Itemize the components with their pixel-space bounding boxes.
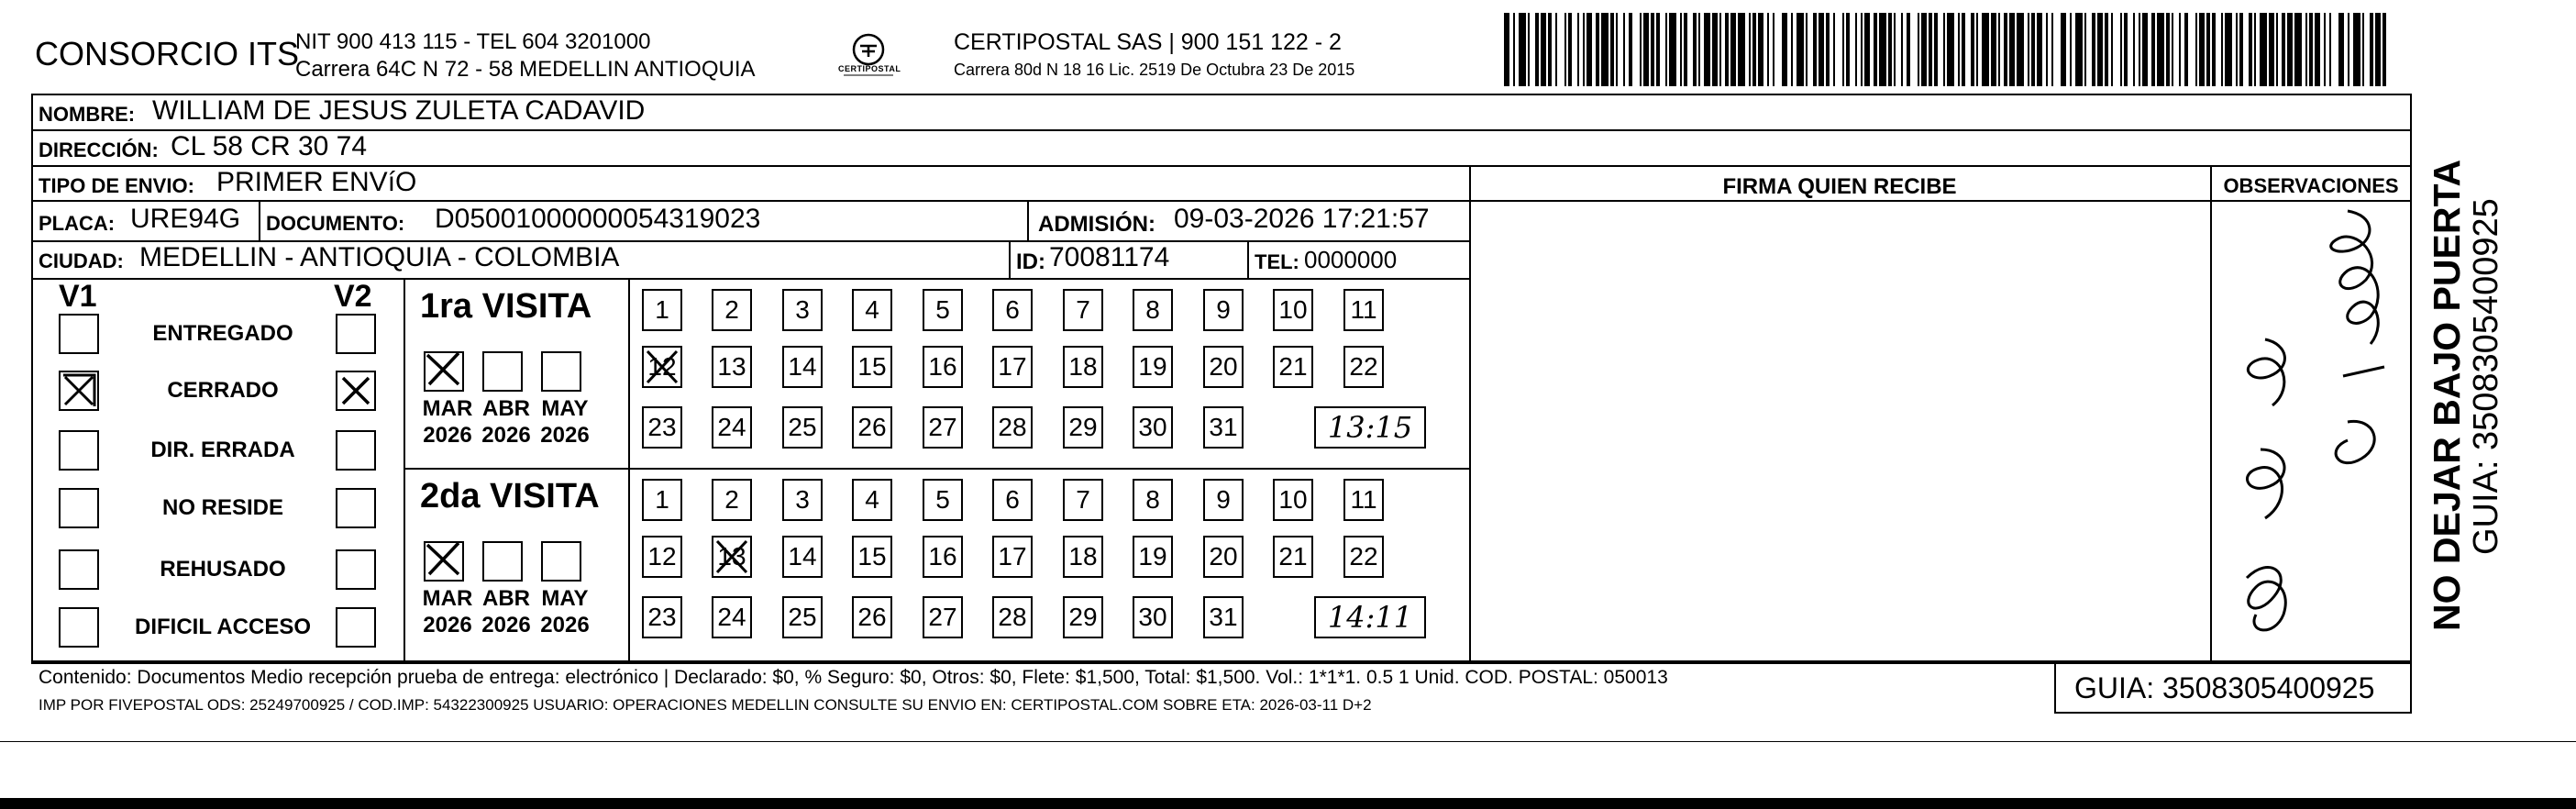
v2-checkbox[interactable]	[336, 430, 376, 471]
day-number: 26	[857, 413, 887, 441]
v2-checkbox[interactable]	[336, 607, 376, 648]
day-box[interactable]	[923, 346, 963, 388]
day-box[interactable]	[1133, 536, 1173, 578]
day-number: 24	[717, 413, 746, 441]
v1-checkbox[interactable]	[59, 549, 99, 590]
day-box[interactable]	[1203, 479, 1244, 521]
barcode-bar	[1982, 13, 1989, 86]
day-box[interactable]	[1343, 536, 1384, 578]
barcode-bar	[1669, 13, 1676, 86]
day-number: 24	[717, 603, 746, 631]
day-number: 11	[1350, 485, 1377, 514]
barcode-bar	[2157, 13, 2164, 86]
day-box[interactable]	[1343, 289, 1384, 331]
city-label: CIUDAD:	[39, 249, 124, 272]
col-line	[1009, 240, 1011, 278]
barcode	[1504, 13, 2386, 86]
name-label: NOMBRE:	[39, 103, 136, 126]
day-box[interactable]	[1203, 406, 1244, 449]
imp-line: IMP POR FIVEPOSTAL ODS: 25249700925 / COD.IMP: 54322300925 USUARIO: OPERACIONES MEDELLIN CONSULTE SU ENVIO EN: CERTIPOSTAL.COM SOBRE ETA: 2026-03-11 D+2	[39, 696, 1372, 714]
day-number: 2	[724, 485, 739, 514]
day-box[interactable]	[1063, 289, 1103, 331]
day-number: 23	[647, 603, 677, 631]
day-number: 2	[724, 295, 739, 324]
day-number: 30	[1138, 413, 1167, 441]
month-label	[537, 395, 592, 449]
day-number: 3	[795, 485, 810, 514]
logo-text: CERTIPOSTAL	[838, 64, 901, 73]
day-number: 6	[1005, 295, 1020, 324]
day-box[interactable]	[1133, 406, 1173, 449]
month-checkbox[interactable]	[482, 351, 523, 392]
month-checkbox[interactable]	[424, 541, 464, 582]
day-box[interactable]	[852, 346, 892, 388]
barcode-bar	[1910, 13, 1918, 86]
day-number: 18	[1068, 542, 1098, 571]
plate-value: URE94G	[130, 204, 241, 234]
day-number: 11	[1350, 295, 1377, 324]
day-box[interactable]	[1133, 289, 1173, 331]
day-box[interactable]	[992, 406, 1033, 449]
row-line	[31, 278, 1469, 280]
x-mark-icon	[422, 539, 468, 580]
month-label	[420, 585, 475, 638]
day-number: 19	[1138, 542, 1167, 571]
barcode-bar	[2188, 13, 2195, 86]
visit-time-handwritten: 14:11	[1327, 600, 1413, 635]
month-year: 2026	[540, 613, 590, 637]
barcode-bar	[2113, 13, 2120, 86]
day-box[interactable]	[712, 289, 752, 331]
day-number: 13	[717, 542, 746, 571]
day-number: 9	[1216, 485, 1231, 514]
month-name: MAR	[422, 586, 473, 611]
barcode-bar	[1519, 13, 1526, 86]
barcode-bar	[2225, 13, 2232, 86]
day-number: 4	[865, 485, 879, 514]
v1-checkbox[interactable]	[59, 314, 99, 354]
barcode-bar	[1704, 13, 1711, 86]
day-number: 28	[998, 413, 1027, 441]
day-box[interactable]	[642, 596, 682, 638]
day-number: 10	[1278, 295, 1308, 324]
v1-checkbox[interactable]	[59, 430, 99, 471]
day-number: 27	[928, 603, 957, 631]
day-box[interactable]	[642, 289, 682, 331]
day-number: 18	[1068, 352, 1098, 381]
day-number: 25	[788, 413, 817, 441]
day-number: 16	[928, 542, 957, 571]
barcode-bar	[1947, 13, 1954, 86]
day-box[interactable]	[992, 596, 1033, 638]
day-box[interactable]	[782, 289, 823, 331]
visit-time-handwritten: 13:15	[1327, 410, 1413, 445]
day-box[interactable]	[923, 536, 963, 578]
contents-line: Contenido: Documentos Medio recepción prueba de entrega: electrónico | Declarado: $0, % Seguro: $0, Otros: $0, Flete: $1,500, Total: $1,500. Vol.: 1*1*1. 0.5 1 Unid. COD. POSTAL: 050013	[39, 667, 1668, 688]
v2-checkbox[interactable]	[336, 371, 376, 411]
day-number: 15	[857, 542, 887, 571]
day-number: 12	[647, 352, 677, 381]
city-value: MEDELLIN - ANTIOQUIA - COLOMBIA	[139, 242, 620, 272]
barcode-bar	[2383, 13, 2386, 86]
document-value: D05001000000054319023	[435, 204, 761, 234]
day-box[interactable]	[1063, 479, 1103, 521]
day-number: 21	[1278, 542, 1308, 571]
admission-value: 09-03-2026 17:21:57	[1174, 204, 1430, 234]
day-box[interactable]	[923, 406, 963, 449]
type-label: TIPO DE ENVIO:	[39, 174, 194, 197]
month-checkbox[interactable]	[541, 351, 581, 392]
v1-checkbox[interactable]	[59, 371, 99, 411]
day-number: 17	[998, 352, 1027, 381]
day-number: 13	[717, 352, 746, 381]
barcode-bar	[2075, 13, 2083, 86]
day-box[interactable]	[992, 479, 1033, 521]
day-box[interactable]	[1273, 346, 1313, 388]
day-box[interactable]	[852, 479, 892, 521]
day-number: 19	[1138, 352, 1167, 381]
day-number: 29	[1068, 603, 1098, 631]
col-line	[1247, 240, 1249, 278]
certipostal-logo	[836, 31, 901, 84]
certipostal-logo-icon	[836, 31, 901, 84]
v1-label: V1	[59, 279, 97, 314]
day-box[interactable]	[712, 346, 752, 388]
month-year: 2026	[481, 423, 531, 448]
v1-checkbox[interactable]	[59, 607, 99, 648]
barcode-bar	[1557, 13, 1564, 86]
col-line	[259, 200, 260, 240]
day-box[interactable]	[712, 536, 752, 578]
id-value: 70081174	[1049, 242, 1170, 272]
barcode-bar	[2260, 13, 2267, 86]
admission-label: ADMISIÓN:	[1038, 212, 1155, 237]
v1-checkbox[interactable]	[59, 488, 99, 528]
day-box[interactable]	[642, 479, 682, 521]
barcode-bar	[1601, 13, 1609, 86]
day-box[interactable]	[782, 406, 823, 449]
reason-label: NO RESIDE	[161, 495, 284, 520]
day-box[interactable]	[1203, 289, 1244, 331]
document-label: DOCUMENTO:	[266, 212, 405, 235]
day-number: 6	[1005, 485, 1020, 514]
day-box[interactable]	[642, 536, 682, 578]
day-number: 1	[655, 295, 669, 324]
carrier-line: CERTIPOSTAL SAS | 900 151 122 - 2	[954, 29, 1342, 55]
day-number: 8	[1145, 485, 1160, 514]
day-box[interactable]	[1063, 596, 1103, 638]
day-number: 14	[788, 542, 817, 571]
day-box[interactable]	[1063, 346, 1103, 388]
day-number: 7	[1076, 295, 1090, 324]
day-box[interactable]	[1343, 346, 1384, 388]
tel-value: 0000000	[1304, 246, 1398, 273]
x-mark-icon	[642, 346, 682, 388]
company-nit-line: NIT 900 413 115 - TEL 604 3201000	[295, 29, 651, 54]
guia-box-text: GUIA: 3508305400925	[2074, 671, 2375, 704]
address-label: DIRECCIÓN:	[39, 139, 159, 161]
day-box[interactable]	[1273, 536, 1313, 578]
day-box[interactable]	[712, 406, 752, 449]
day-number: 14	[788, 352, 817, 381]
day-number: 31	[1209, 603, 1238, 631]
row-line	[31, 129, 2412, 131]
day-box[interactable]	[1133, 479, 1173, 521]
day-box[interactable]	[1133, 596, 1173, 638]
day-box[interactable]	[852, 406, 892, 449]
side-guia-number: GUIA: 3508305400925	[2467, 198, 2505, 555]
month-year: 2026	[423, 423, 472, 448]
v2-checkbox[interactable]	[336, 549, 376, 590]
day-number: 5	[935, 295, 950, 324]
col-line	[628, 278, 630, 662]
day-number: 20	[1209, 542, 1238, 571]
x-mark-icon	[61, 372, 97, 409]
company-address: Carrera 64C N 72 - 58 MEDELLIN ANTIOQUIA	[295, 57, 756, 82]
month-name: MAR	[422, 396, 473, 421]
x-mark-icon	[422, 349, 468, 390]
day-box[interactable]	[852, 289, 892, 331]
col-line	[404, 278, 405, 662]
visit-time-box[interactable]	[1314, 406, 1426, 449]
day-box[interactable]	[642, 346, 682, 388]
observaciones-label: OBSERVACIONES	[2223, 174, 2399, 197]
day-number: 15	[857, 352, 887, 381]
no-dejar-bajo-puerta-warning: NO DEJAR BAJO PUERTA	[2426, 159, 2468, 631]
day-number: 28	[998, 603, 1027, 631]
day-box[interactable]	[1063, 536, 1103, 578]
barcode-bar	[1797, 13, 1804, 86]
plate-label: PLACA:	[39, 212, 116, 235]
company-name: CONSORCIO ITS	[35, 35, 300, 72]
day-box[interactable]	[1273, 289, 1313, 331]
day-number: 29	[1068, 413, 1098, 441]
month-year: 2026	[481, 613, 531, 637]
visit-time-box[interactable]	[1314, 596, 1426, 638]
row-line	[404, 468, 1469, 470]
v2-checkbox[interactable]	[336, 314, 376, 354]
day-box[interactable]	[852, 596, 892, 638]
day-box[interactable]	[1203, 596, 1244, 638]
month-year: 2026	[423, 613, 472, 637]
reason-label: REHUSADO	[160, 557, 286, 582]
day-number: 30	[1138, 603, 1167, 631]
reason-label: ENTREGADO	[152, 321, 293, 346]
visit-title: 1ra VISITA	[420, 287, 592, 326]
day-box[interactable]	[923, 289, 963, 331]
day-number: 26	[857, 603, 887, 631]
month-label	[420, 395, 475, 449]
day-number: 16	[928, 352, 957, 381]
day-number: 23	[647, 413, 677, 441]
month-checkbox[interactable]	[424, 351, 464, 392]
day-box[interactable]	[782, 596, 823, 638]
reason-label: DIR. ERRADA	[150, 438, 295, 462]
day-box[interactable]	[1063, 406, 1103, 449]
day-box[interactable]	[992, 346, 1033, 388]
day-box[interactable]	[782, 346, 823, 388]
day-box[interactable]	[1203, 346, 1244, 388]
barcode-bar	[1879, 13, 1886, 86]
day-number: 12	[647, 542, 677, 571]
v2-checkbox[interactable]	[336, 488, 376, 528]
barcode-bar	[2017, 13, 2024, 86]
day-box[interactable]	[642, 406, 682, 449]
barcode-bar	[1632, 13, 1640, 86]
month-label	[479, 585, 534, 638]
day-number: 4	[865, 295, 879, 324]
x-mark-icon	[337, 372, 374, 409]
day-number: 3	[795, 295, 810, 324]
day-box[interactable]	[852, 536, 892, 578]
barcode-bar	[2053, 13, 2061, 86]
day-number: 8	[1145, 295, 1160, 324]
day-number: 20	[1209, 352, 1238, 381]
v2-label: V2	[334, 279, 372, 314]
day-number: 1	[655, 485, 669, 514]
reason-label: CERRADO	[167, 378, 279, 403]
month-checkbox[interactable]	[482, 541, 523, 582]
month-name: ABR	[482, 586, 530, 611]
day-number: 25	[788, 603, 817, 631]
month-label	[479, 395, 534, 449]
x-mark-icon	[712, 536, 752, 578]
barcode-bar	[1835, 13, 1842, 86]
day-number: 27	[928, 413, 957, 441]
month-name: ABR	[482, 396, 530, 421]
month-checkbox[interactable]	[541, 541, 581, 582]
recipient-signature-area[interactable]	[1471, 202, 2208, 660]
barcode-bar	[1774, 13, 1782, 86]
day-box[interactable]	[712, 479, 752, 521]
firma-label: FIRMA QUIEN RECIBE	[1722, 174, 1957, 199]
day-box[interactable]	[1273, 479, 1313, 521]
day-box[interactable]	[1203, 536, 1244, 578]
day-box[interactable]	[1133, 346, 1173, 388]
barcode-bar	[2331, 13, 2338, 86]
day-number: 5	[935, 485, 950, 514]
day-box[interactable]	[923, 479, 963, 521]
day-box[interactable]	[992, 536, 1033, 578]
recipient-address: CL 58 CR 30 74	[171, 131, 368, 161]
carrier-address: Carrera 80d N 18 16 Lic. 2519 De Octubra 23 De 2015	[954, 61, 1355, 79]
col-line	[2210, 165, 2212, 662]
day-number: 22	[1349, 542, 1378, 571]
barcode-bar	[1738, 13, 1745, 86]
day-box[interactable]	[782, 536, 823, 578]
month-label	[537, 585, 592, 638]
day-box[interactable]	[1343, 479, 1384, 521]
month-name: MAY	[541, 586, 589, 611]
day-box[interactable]	[782, 479, 823, 521]
id-label: ID:	[1016, 249, 1045, 274]
day-number: 31	[1209, 413, 1238, 441]
month-year: 2026	[540, 423, 590, 448]
day-number: 9	[1216, 295, 1231, 324]
day-number: 7	[1076, 485, 1090, 514]
day-number: 22	[1349, 352, 1378, 381]
day-box[interactable]	[992, 289, 1033, 331]
barcode-bar	[2353, 13, 2360, 86]
day-number: 10	[1278, 485, 1308, 514]
day-number: 21	[1278, 352, 1308, 381]
shipment-type: PRIMER ENVíO	[216, 167, 417, 197]
reason-label: DIFICIL ACCESO	[134, 615, 311, 639]
day-box[interactable]	[712, 596, 752, 638]
tel-label: TEL:	[1255, 250, 1299, 273]
day-number: 17	[998, 542, 1027, 571]
visit-title: 2da VISITA	[420, 477, 600, 515]
month-name: MAY	[541, 396, 589, 421]
day-box[interactable]	[923, 596, 963, 638]
bottom-border-bar	[0, 798, 2576, 809]
recipient-name: WILLIAM DE JESUS ZULETA CADAVID	[152, 95, 646, 126]
col-line	[1027, 200, 1029, 240]
barcode-bar	[2294, 13, 2302, 86]
cut-line	[0, 741, 2576, 742]
